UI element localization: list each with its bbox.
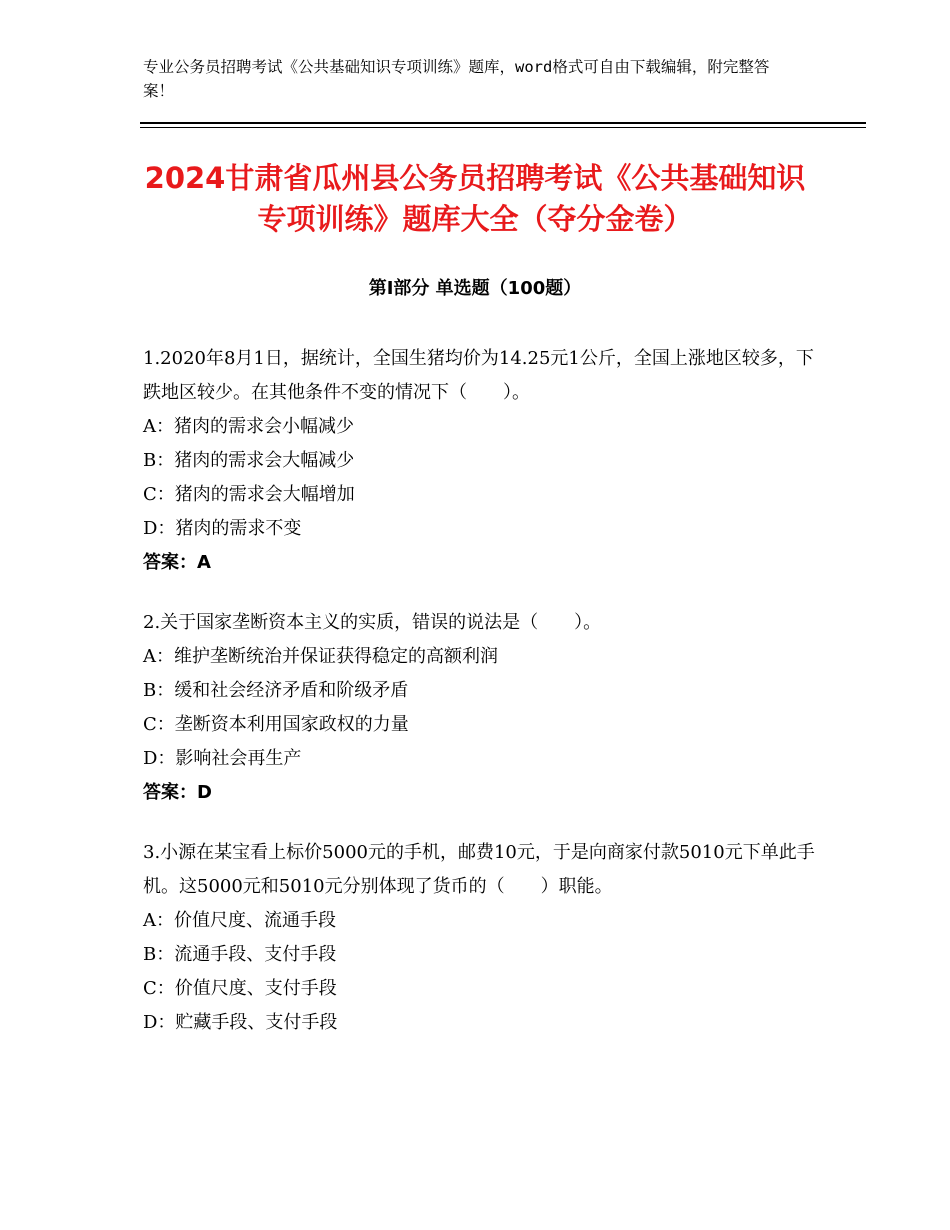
question-item <box>143 836 818 1040</box>
document-title: 2024甘肃省瓜州县公务员招聘考试《公共基础知识专项训练》题库大全（夺分金卷） <box>144 161 806 236</box>
question-stem: 1.2020年8月1日，据统计，全国生猪均价为14.25元1公斤，全国上涨地区较多，下跌地区较少。在其他条件不变的情况下（ ）。 <box>143 348 814 403</box>
question-option: C：价值尺度、支付手段 <box>143 978 337 999</box>
question-option: C：垄断资本利用国家政权的力量 <box>143 714 409 735</box>
question-option: D：影响社会再生产 <box>143 748 302 769</box>
question-answer: 答案：A <box>143 552 211 573</box>
header-rule-thick <box>140 122 866 124</box>
question-item <box>143 606 818 810</box>
question-stem: 2.关于国家垄断资本主义的实质，错误的说法是（ ）。 <box>143 612 602 633</box>
question-answer: 答案：D <box>143 782 212 803</box>
question-option: B：流通手段、支付手段 <box>143 944 337 965</box>
question-option: A：价值尺度、流通手段 <box>143 910 336 931</box>
header-rule-thin <box>140 127 866 128</box>
question-option: D：贮藏手段、支付手段 <box>143 1012 338 1033</box>
question-option: B：缓和社会经济矛盾和阶级矛盾 <box>143 680 409 701</box>
question-option: D：猪肉的需求不变 <box>143 518 302 539</box>
header-note: 专业公务员招聘考试《公共基础知识专项训练》题库，word格式可自由下载编辑，附完整答案！ <box>143 58 770 100</box>
question-stem: 3.小源在某宝看上标价5000元的手机，邮费10元，于是向商家付款5010元下单此手机。这5000元和5010元分别体现了货币的（ ）职能。 <box>143 842 815 897</box>
question-option: B：猪肉的需求会大幅减少 <box>143 450 355 471</box>
question-list <box>143 342 818 1066</box>
question-option: A：猪肉的需求会小幅减少 <box>143 416 354 437</box>
question-option: A：维护垄断统治并保证获得稳定的高额利润 <box>143 646 498 667</box>
question-item <box>143 342 818 580</box>
question-option: C：猪肉的需求会大幅增加 <box>143 484 355 505</box>
section-heading: 第I部分 单选题（100题） <box>368 278 582 299</box>
